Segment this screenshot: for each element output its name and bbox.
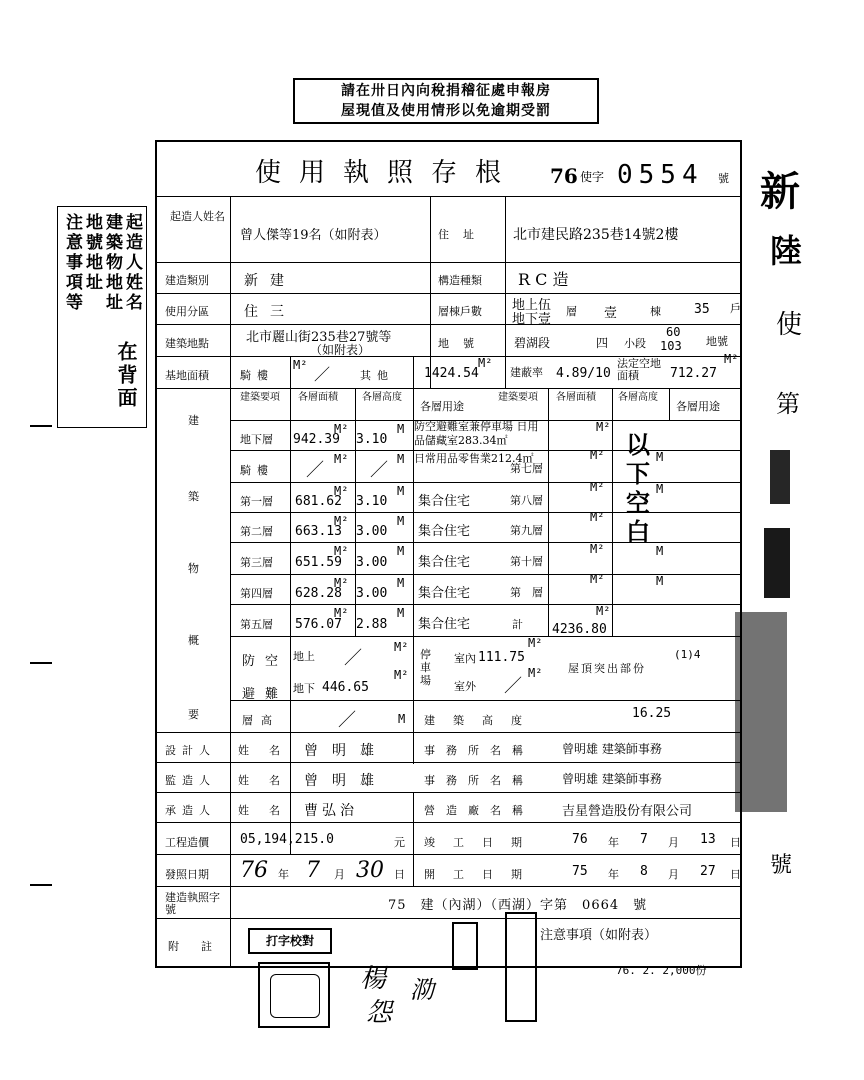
coverage-label: 建蔽率 xyxy=(510,366,543,379)
ink-smear xyxy=(770,450,790,504)
contractor-name-label: 姓名 xyxy=(238,804,300,817)
location-value: 北市麗山街235巷27號等 xyxy=(246,330,392,345)
section-char: 要 xyxy=(188,708,199,721)
supervisor-name-label: 姓名 xyxy=(238,774,300,787)
floor-name: 第五層 xyxy=(240,618,273,631)
unit-m: M xyxy=(397,452,405,466)
col-header-item: 建築要項 xyxy=(240,392,280,403)
section-char: 建 xyxy=(188,414,199,427)
rule xyxy=(157,822,742,823)
applicant-value: 曾人傑等19名（如附表） xyxy=(240,228,387,243)
unit-m: M xyxy=(397,514,405,528)
rule xyxy=(157,854,742,855)
form-title: 使用執照存根 xyxy=(255,158,520,188)
floor-name: 地下層 xyxy=(240,433,273,446)
rule xyxy=(230,574,742,575)
ink-smear xyxy=(735,612,787,812)
side-note-col3: 地號地址 xyxy=(82,213,102,293)
lot-numbers-b: 103 xyxy=(660,339,682,353)
col-header-area: 各層面積 xyxy=(298,392,338,403)
contractor-firm-label: 營造廠名稱 xyxy=(424,804,534,817)
rule xyxy=(157,388,742,389)
section-char: 概 xyxy=(188,634,199,647)
floors-label: 層棟戶數 xyxy=(438,305,482,318)
floors-below: 地下壹 xyxy=(512,312,552,327)
ymd-day: 日 xyxy=(730,868,741,881)
other-value: 1424.54 xyxy=(424,366,479,381)
shelter-label-b: 避難 xyxy=(242,687,289,702)
typing-check-box xyxy=(248,928,332,954)
floor-name: 騎樓 xyxy=(240,464,274,477)
rule xyxy=(230,196,231,966)
margin-mark xyxy=(30,425,52,427)
start-month: 8 xyxy=(640,864,648,879)
building-permit-label: 建造執照字號 xyxy=(165,891,220,916)
section-char: 物 xyxy=(188,562,199,575)
unit-m2: M² xyxy=(334,544,349,558)
designer-office: 曾明雄 建築師事務 xyxy=(562,742,662,756)
right-fragment-char: 新 xyxy=(760,168,800,215)
structure-value: R C 造 xyxy=(518,270,569,289)
floor-area: 628.28 xyxy=(295,586,342,601)
unit-m2: M² xyxy=(590,510,605,524)
unit-m: M xyxy=(656,450,664,464)
side-note-handwritten: 在背面 xyxy=(114,341,138,410)
rule xyxy=(430,196,431,388)
contractor-label: 承造人 xyxy=(165,804,216,817)
unit-m2: M² xyxy=(334,606,349,620)
supervisor-office: 曾明雄 建築師事務 xyxy=(562,772,662,786)
applicant-label-text: 起造人姓名 xyxy=(170,210,225,223)
footer-print: 76. 2. 2,000份 xyxy=(616,964,707,977)
applicant-label xyxy=(170,208,225,224)
ymd-day: 日 xyxy=(394,868,405,881)
ymd-month: 月 xyxy=(334,868,345,881)
upper-floor: 第七層 xyxy=(510,462,543,475)
rule xyxy=(290,356,291,732)
rule xyxy=(230,482,742,483)
unit-m2: M² xyxy=(590,542,605,556)
permit-number: 0554 xyxy=(617,160,704,190)
small-seal xyxy=(452,922,478,970)
contractor-name: 曹弘治 xyxy=(304,803,358,819)
location-label: 建築地點 xyxy=(165,337,209,350)
typing-check-label: 打字校對 xyxy=(265,934,314,948)
floor-height: 3.00 xyxy=(356,586,388,601)
mezzanine-value: ／ xyxy=(338,710,356,731)
shelter-above-value: ／ xyxy=(344,648,362,669)
rule xyxy=(157,196,742,197)
upper-floor: 第八層 xyxy=(510,494,543,507)
col-header-item-right: 建築要項 xyxy=(498,392,538,403)
designer-name: 曾明雄 xyxy=(304,743,388,759)
margin-mark xyxy=(30,662,52,664)
vertical-seal xyxy=(505,912,537,1022)
rule xyxy=(230,604,742,605)
col-header-area-right: 各層面積 xyxy=(556,392,596,403)
legal-space-value: 712.27 xyxy=(670,366,717,381)
start-day: 27 xyxy=(700,864,716,879)
arcade-label: 騎樓 xyxy=(240,369,274,382)
floors-unit: 層 xyxy=(566,305,577,318)
unit-m2: M² xyxy=(724,352,739,366)
coverage-value: 4.89/10 xyxy=(556,366,611,381)
floor-use: 日常用品零售業212.4㎡ xyxy=(414,452,534,465)
start-label: 開工日期 xyxy=(424,868,540,881)
completion-month: 7 xyxy=(640,832,648,847)
issue-month: 7 xyxy=(306,858,320,883)
supervisor-name: 曾明雄 xyxy=(304,773,388,789)
unit-m: M xyxy=(397,484,405,498)
contractor-firm: 吉星營造股份有限公司 xyxy=(562,804,693,819)
unit-m: M xyxy=(656,574,664,588)
floor-use: 集合住宅 xyxy=(418,586,471,601)
rule xyxy=(505,196,506,388)
ink-smear xyxy=(764,528,790,598)
roof-label: 屋頂突出部份 xyxy=(568,662,646,675)
side-note-col2: 建築物地址 xyxy=(102,213,122,313)
building-permit-value: 75 建（內湖）（西湖）字第 0664 號 xyxy=(388,898,648,913)
households-value: 35 xyxy=(694,302,710,317)
permit-year: 76 xyxy=(550,164,578,188)
floor-height: 3.10 xyxy=(356,432,388,447)
unit-m: M xyxy=(656,544,664,558)
building-height-value: 16.25 xyxy=(632,706,672,721)
issue-label: 發照日期 xyxy=(165,868,209,881)
square-seal xyxy=(258,962,330,1028)
col-header-height-right: 各層高度 xyxy=(618,392,658,403)
ymd-month: 月 xyxy=(668,868,679,881)
rule xyxy=(157,324,742,325)
upper-floor: 第 層 xyxy=(510,586,543,599)
shelter-above-label: 地上 xyxy=(293,650,315,663)
right-fragment-char: 號 xyxy=(770,853,793,878)
floor-area: ／ xyxy=(306,460,324,481)
rule xyxy=(157,918,742,919)
supervisor-label: 監造人 xyxy=(165,774,216,787)
rule xyxy=(157,732,742,733)
construction-type-value: 新建 xyxy=(244,273,296,289)
ymd-year: 年 xyxy=(608,868,619,881)
rule xyxy=(230,636,742,637)
lot-label: 地號 xyxy=(438,337,488,350)
completion-day: 13 xyxy=(700,832,716,847)
unit-m: M xyxy=(397,422,405,436)
parking-outdoor-label: 室外 xyxy=(454,680,476,693)
use-zone-value: 住三 xyxy=(244,304,296,320)
col-header-height: 各層高度 xyxy=(362,392,402,403)
right-fragment-char: 陸 xyxy=(770,232,803,270)
seal-inner xyxy=(270,974,320,1018)
floor-use: 集合住宅 xyxy=(418,617,471,632)
unit-m2: M² xyxy=(528,636,543,650)
site-area-label: 基地面積 xyxy=(165,369,209,382)
building-height-label: 建築高度 xyxy=(424,714,540,727)
other-label: 其他 xyxy=(360,369,394,382)
unit-m: M xyxy=(398,712,406,726)
shelter-below-label: 地下 xyxy=(293,682,315,695)
unit-m2: M² xyxy=(334,576,349,590)
right-fragment-char: 第 xyxy=(776,390,800,418)
address-value: 北市建民路235巷14號2樓 xyxy=(513,227,679,243)
lot-numbers-a: 60 xyxy=(666,325,681,339)
upper-floor: 第九層 xyxy=(510,524,543,537)
designer-office-label: 事務所名稱 xyxy=(424,744,534,757)
permit-suffix: 號 xyxy=(718,172,729,185)
construction-type-label: 建造類別 xyxy=(165,274,209,287)
lot-subsection: 四 xyxy=(596,336,609,350)
floor-height: 3.00 xyxy=(356,555,388,570)
ymd-year: 年 xyxy=(278,868,289,881)
upper-floor: 第十層 xyxy=(510,555,543,568)
rule xyxy=(612,388,613,636)
issue-day: 30 xyxy=(356,858,384,883)
unit-m2: M² xyxy=(334,422,349,436)
rule xyxy=(230,700,742,701)
location-note: （如附表） xyxy=(310,343,371,357)
unit-m2: M² xyxy=(590,448,605,462)
rule xyxy=(157,792,742,793)
parking-indoor-label: 室內 xyxy=(454,652,476,665)
cost-label: 工程造價 xyxy=(165,836,209,849)
total-value: 4236.80 xyxy=(552,622,607,637)
parking-outdoor-value: ／ xyxy=(504,676,522,697)
floors-above: 地上伍 xyxy=(512,298,552,313)
legal-space-label: 法定空地面積 xyxy=(617,357,661,382)
floor-height: ／ xyxy=(370,460,388,481)
unit-m2: M² xyxy=(293,358,308,372)
floor-name: 第三層 xyxy=(240,556,273,569)
issue-year: 76 xyxy=(240,858,268,883)
remarks-label: 附註 xyxy=(168,940,234,953)
floor-use: 集合住宅 xyxy=(418,555,471,570)
signature-mark: 楊 xyxy=(360,964,387,994)
cost-value: 05,194,215.0 xyxy=(240,832,334,847)
unit-m2: M² xyxy=(596,420,611,434)
rule xyxy=(230,542,742,543)
section-char: 築 xyxy=(188,490,199,503)
signature-mark: 泐 xyxy=(410,976,434,1004)
rule xyxy=(230,512,742,513)
tax-notice-line1: 請在卅日內向稅捐稽征處申報房 xyxy=(341,83,551,99)
unit-m2: M² xyxy=(394,640,409,654)
signature-mark: 怨 xyxy=(366,998,393,1028)
rule xyxy=(669,388,670,420)
col-header-use: 各層用途 xyxy=(420,400,464,413)
unit-m: M xyxy=(397,606,405,620)
side-note-col1: 起造人姓名 xyxy=(122,213,142,313)
completion-label: 竣工日期 xyxy=(424,836,540,849)
roof-value: (1)4 xyxy=(674,648,701,661)
structure-label: 構造種類 xyxy=(438,274,482,287)
rule xyxy=(157,886,742,887)
mezzanine-label: 層高 xyxy=(242,714,280,727)
side-note-col5: 注意事項等 xyxy=(62,213,82,313)
start-year: 75 xyxy=(572,864,588,879)
tax-notice-line2: 屋現值及使用情形以免逾期受罰 xyxy=(341,103,551,119)
total-label: 計 xyxy=(512,618,523,631)
ymd-day: 日 xyxy=(730,836,741,849)
floor-name: 第四層 xyxy=(240,587,273,600)
margin-mark xyxy=(30,884,52,886)
parking-indoor-value: 111.75 xyxy=(478,650,525,665)
rule xyxy=(157,762,742,763)
below-blank-text: 以下空白 xyxy=(626,430,650,546)
lot-subsection-label: 小段 xyxy=(624,337,646,350)
use-zone-label: 使用分區 xyxy=(165,305,209,318)
floor-area: 651.59 xyxy=(295,555,342,570)
side-note-box xyxy=(57,206,147,428)
floor-area: 681.62 xyxy=(295,494,342,509)
remarks-value: 注意事項（如附表） xyxy=(540,928,658,943)
unit-m2: M² xyxy=(590,480,605,494)
unit-m2: M² xyxy=(590,572,605,586)
floor-area: 663.13 xyxy=(295,524,342,539)
address-label: 住址 xyxy=(438,228,488,241)
unit-m: M xyxy=(397,576,405,590)
lot-suffix: 地號 xyxy=(706,335,728,348)
below-blank-note xyxy=(618,430,658,546)
floor-name: 第二層 xyxy=(240,525,273,538)
cost-unit: 元 xyxy=(394,836,405,849)
floor-use: 防空避難室兼停車場 日用品儲藏室283.34㎡ xyxy=(414,420,539,447)
shelter-label-a: 防空 xyxy=(242,654,289,669)
rule xyxy=(413,356,414,764)
tax-notice-stamp xyxy=(293,78,599,124)
completion-year: 76 xyxy=(572,832,588,847)
arcade-area: ／ xyxy=(314,365,331,384)
rule xyxy=(548,388,549,636)
floor-use: 集合住宅 xyxy=(418,494,471,509)
permit-word: 使字 xyxy=(580,170,605,184)
rule xyxy=(157,262,742,263)
rule xyxy=(157,293,742,294)
floor-height: 3.10 xyxy=(356,494,388,509)
unit-m: M xyxy=(656,482,664,496)
unit-m2: M² xyxy=(394,668,409,682)
unit-m2: M² xyxy=(478,356,493,370)
col-header-use-right: 各層用途 xyxy=(676,400,720,413)
parking-label: 停車場 xyxy=(420,648,431,687)
unit-m2: M² xyxy=(334,484,349,498)
unit-m2: M² xyxy=(334,452,349,466)
floor-height: 2.88 xyxy=(356,617,388,632)
floor-name: 第一層 xyxy=(240,495,273,508)
buildings-unit: 棟 xyxy=(650,305,661,318)
ymd-month: 月 xyxy=(668,836,679,849)
buildings-value: 壹 xyxy=(604,306,618,321)
unit-m2: M² xyxy=(334,514,349,528)
shelter-below-value: 446.65 xyxy=(322,680,369,695)
floor-area: 576.07 xyxy=(295,617,342,632)
rule xyxy=(413,792,414,886)
designer-name-label: 姓名 xyxy=(238,744,300,757)
unit-m2: M² xyxy=(596,604,611,618)
households-unit: 戶 xyxy=(730,302,741,315)
designer-label: 設計人 xyxy=(165,744,216,757)
floor-area: 942.39 xyxy=(293,432,340,447)
unit-m: M xyxy=(397,544,405,558)
right-fragment-char: 使 xyxy=(776,310,803,340)
floor-height: 3.00 xyxy=(356,524,388,539)
rule xyxy=(230,450,742,451)
unit-m2: M² xyxy=(528,666,543,680)
lot-section: 碧湖段 xyxy=(514,336,551,350)
floor-use: 集合住宅 xyxy=(418,524,471,539)
supervisor-office-label: 事務所名稱 xyxy=(424,774,534,787)
ymd-year: 年 xyxy=(608,836,619,849)
